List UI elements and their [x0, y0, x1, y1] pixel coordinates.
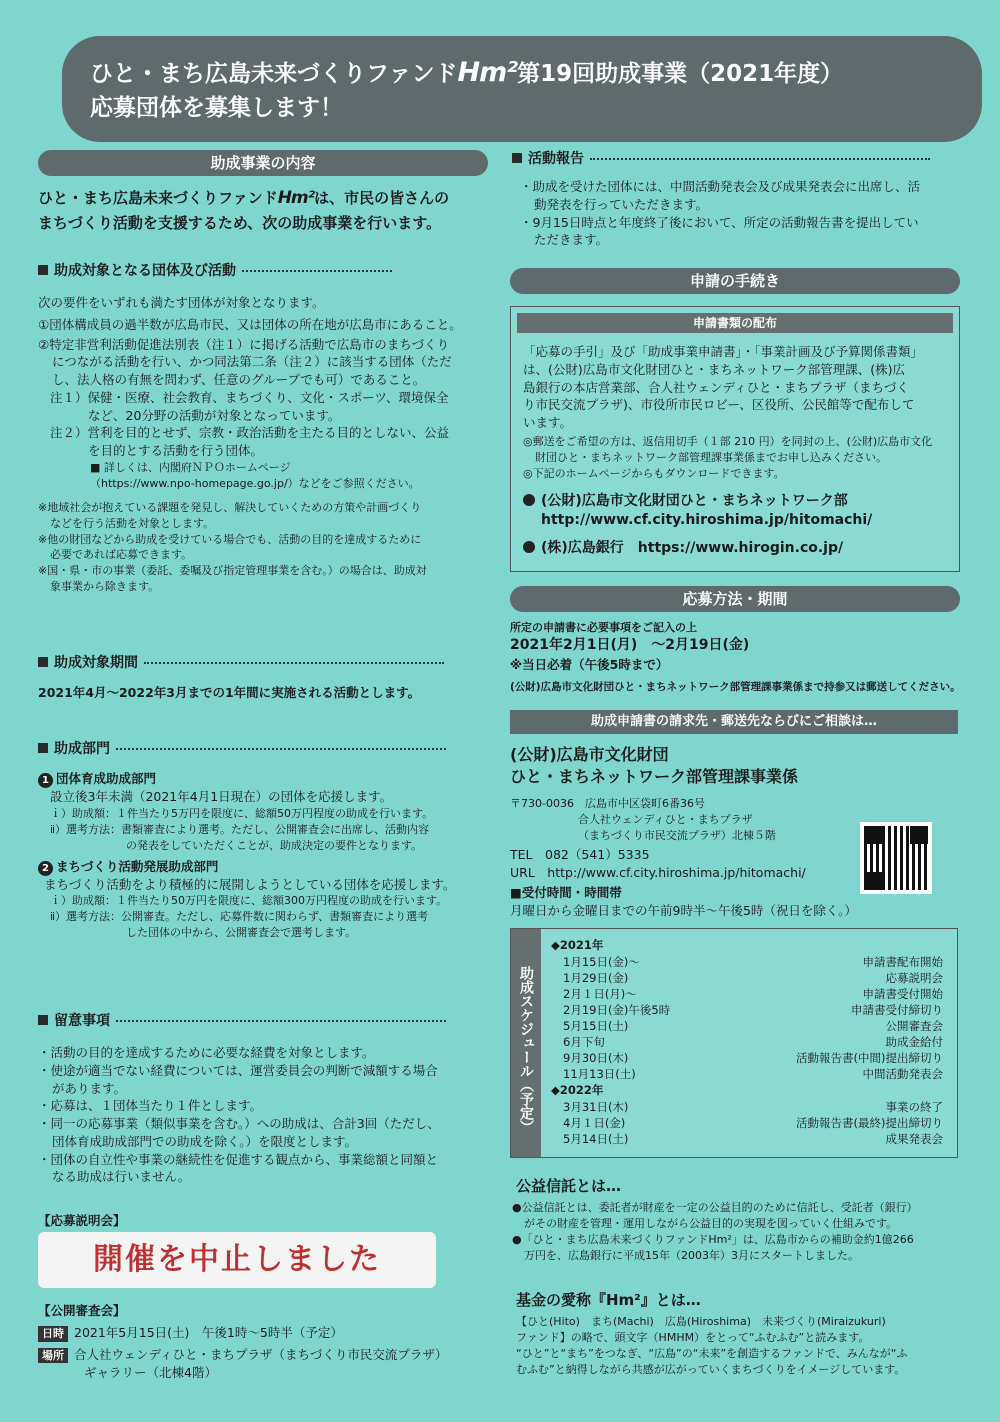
schedule-row: 1月29日(金) 応募説明会 [563, 971, 943, 985]
schedule-year-2022: ◆2022年 [551, 1083, 604, 1097]
dept2-title: 2 まちづくり活動発展助成部門 [38, 858, 498, 876]
distribution-title: 申請書類の配布 [517, 313, 953, 333]
review-body [38, 1324, 498, 1381]
review-heading: 【公開審査会】 [38, 1303, 126, 1318]
banner-title-edition: 第19回助成事業（2021年度） [517, 61, 844, 87]
org2-line: (株)広島銀行 https://www.hirogin.co.jp/ [523, 539, 953, 559]
review-place-2: ギャラリー（北棟4階） [84, 1364, 217, 1380]
schedule-row: 3月31日(木) 事業の終了 [563, 1100, 943, 1114]
schedule-row: 9月30日(木) 活動報告書(中間)提出締切り [563, 1051, 943, 1065]
notes-body: ・活動の目的を達成するために必要な経費を対象とします。 ・使途が適当でない経費については、運営委員会の判断で減額する場合 があります。 ・応募は、１団体当たり１件とします。 ・同一の応募事業（類似事業を含む。）への助成は、合計3回（ただし、 団体育成助成部門での助成を除く。）を限度とします。 ・団体の自立性や事業の継続性を促進する観点から、事業総額と同額と なる助成は行いません。 [38, 1045, 440, 1185]
apply-section-header: 申請の手続き [510, 268, 960, 294]
org1-line: (公財)広島市文化財団ひと・まちネットワーク部 [523, 492, 953, 512]
contact-section-header: 助成申請書の請求先・郵送先ならびにご相談は… [510, 710, 958, 734]
schedule-label: 助成スケジュール（予定） [511, 929, 541, 1157]
cancelled-notice: 開催を中止しました [38, 1232, 436, 1288]
lead-text: ひと・まち広島未来づくりファンド [38, 189, 278, 207]
lead-text-2: は、市民の皆さんの [314, 189, 450, 207]
schedule-row: 2月19日(金)午後5時 申請書受付締切り [563, 1003, 943, 1017]
report-heading: 活動報告 [512, 150, 930, 170]
hours-text: 月曜日から金曜日までの午前9時半～午後5時（祝日を除く。） [510, 903, 857, 918]
nickname-body: 【ひと(Hito) まち(Machi) 広島(Hiroshima) 未来づくり(Miraizukuri) ファンド】の略で、頭文字（HMHM）をとって“ふむふむ”と読みます。 “ひと”と“まち”をつなぎ、“広島”の“未来”を創造するファンドで、みんなが“ふ むふむ”と納得しながら共感が広がっていくまちづくりをイメージしています。 [516, 1315, 908, 1376]
schedule-row: 4月１日(金) 活動報告書(最終)提出締切り [563, 1116, 943, 1130]
contact-url[interactable]: URL http://www.cf.city.hiroshima.jp/hitomachi/ [510, 864, 806, 880]
hours-heading: ■受付時間・時間帯 [510, 885, 622, 900]
schedule-row: 2月１日(月)～ 申請書受付開始 [563, 987, 943, 1001]
target-body: 次の要件をいずれも満たす団体が対象となります。 ①団体構成員の過半数が広島市民、又は団体の所在地が広島市にあること。 ②特定非営利活動促進法別表（注１）に掲げる活動で広島市のまちづくり につながる活動を行い、かつ同法第二条（注２）に該当する団体（ただ し、法人格の有無を問わず、任意のグループでも可）であること。 注１）保健・医療、社会教育、まちづくり、文化・スポーツ、環境保全 など、20分野の活動が対象となっています。 注２）営利を目的とせず、宗教・政治活動を主たる目的としない、公益 を目的とする活動を行う団体。 ■ 詳しくは、内閣府ＮＰＯホームページ （https://www.npo-homepage.go.jp/）などをご参照ください。 ※地域社会が抱えている課題を発見し、解決していくための方策や計画づくり などを行う活動を対象とします。 ※他の財団などから助成を受けている場合でも、活動の目的を達成するために 必要であれば応募できます。 ※国・県・市の事業（委託、委嘱及び指定管理事業を含む。）の場合は、助成対 象事業から除きます。 [38, 295, 462, 594]
nickname-heading: 基金の愛称『Hm²』とは… [516, 1291, 701, 1309]
banner-title [90, 54, 958, 92]
dept-body: 1 団体育成助成部門 設立後3年未満（2021年4月1日現在）の団体を応援します。 ｉ）助成額：１件当たり5万円を限度に、総額50万円程度の助成を行います。 ⅱ）選考方法：書類審査により選考。ただし、公開審査会に出席し、活動内容 の発表をしていただくことが、助成決定の要件となります。 2 まちづくり活動発展助成部門 まちづくり活動をより積極的に展開しようとしている団体を応援します。 ｉ）助成額：１件当たり50万円を限度に、総額300万円程度の助成を行います。 ⅱ）選考方法：公開審査。ただし、応募件数に関わらず、書類審査により選考 した団体の中から、公開審査会で選考します。 [38, 770, 498, 941]
report-body: ・助成を受けた団体には、中間活動発表会及び成果発表会に出席し、活 動発表を行っていただきます。 ・9月15日時点と年度終了後において、所定の活動報告書を提出してい ただきます。 [520, 179, 921, 248]
hm-logo: Hm² [457, 57, 518, 88]
dept-heading: 助成部門 [38, 740, 446, 760]
distribution-box: 申請書類の配布 「応募の手引」及び「助成事業申請書」・「事業計画及び予算関係書類」 は、(公財)広島市文化財団ひと・まちネットワーク部管理課、(株)広 島銀行の本店営業部、合人社ウェンディひと・まちプラザ（まちづく り市民交流プラザ)、市役所市民ロビー、区役所、公民館等で配布して います。 ◎郵送をご希望の方は、返信用切手（１部 210 円）を同封の上、(公財)広島市文化 財団ひと・まちネットワーク部管理課事業係までお申し込みください。 ◎下記のホームページからもダウンロードできます。 (公財)広島市文化財団ひと・まちネットワーク部 http://www.cf.city.hiroshima.jp/hitomachi/ (株)広島銀行 https://www.hirogin.co.jp/ [510, 306, 960, 572]
date-tag: 日時 [38, 1326, 68, 1342]
briefing-heading: 【応募説明会】 [38, 1213, 126, 1228]
schedule-row: 5月15日(土) 公開審査会 [563, 1019, 943, 1033]
method-section-header: 応募方法・期間 [510, 586, 960, 612]
org2-link[interactable]: https://www.hirogin.co.jp/ [637, 540, 844, 557]
schedule-row: 11月13日(土) 中間活動発表会 [563, 1067, 943, 1081]
contact-address: 〒730-0036 広島市中区袋町6番36号 合人社ウェンディひと・まちプラザ （まちづくり市民交流プラザ）北棟５階 TEL 082（541）5335 URL http://www.cf.city.hiroshima.jp/hitomachi/ [510, 796, 870, 881]
method-body: 所定の申請書に必要事項をご記入の上 2021年2月1日(月) ～2月19日(金) ※当日必着（午後5時まで） (公財)広島市文化財団ひと・まちネットワーク部管理課事業係まで持参又は郵送してください。 [510, 621, 961, 693]
period-heading: 助成対象期間 [38, 654, 444, 674]
content-section-header: 助成事業の内容 [38, 150, 488, 176]
banner-title-text: ひと・まち広島未来づくりファンド [90, 61, 458, 87]
contact-org: (公財)広島市文化財団 ひと・まちネットワーク部管理課事業係 [510, 745, 799, 786]
org1-link[interactable]: http://www.cf.city.hiroshima.jp/hitomachi/ [541, 512, 873, 529]
dept1-title: 1 団体育成助成部門 [38, 770, 498, 788]
review-date: 2021年5月15日(土) 午後1時～5時半（予定） [74, 1325, 343, 1340]
schedule-row: 6月下旬 助成金給付 [563, 1035, 943, 1049]
qr-code-icon [860, 822, 932, 894]
schedule-row: 5月14日(土) 成果発表会 [563, 1132, 943, 1146]
header-banner [62, 36, 982, 142]
trust-body: ●公益信託とは、委託者が財産を一定の公益目的のために信託し、受託者（銀行） がその財産を管理・運用しながら公益目的の実現を図っていく仕組みです。 ●「ひと・まち広島未来づくりファンドHm²」は、広島市からの補助金約1億266 万円を、広島銀行に平成15年（2003年）3月にスタートしました。 [512, 1201, 918, 1262]
schedule-row: 1月15日(金)～ 申請書配布開始 [563, 955, 943, 969]
notes-heading: 留意事項 [38, 1012, 446, 1032]
lead-text-3: まちづくり活動を支援するため、次の助成事業を行います。 [38, 213, 442, 232]
hm-logo-small: Hm² [277, 188, 315, 208]
review-place: 合人社ウェンディひと・まちプラザ（まちづくり市民交流プラザ） [74, 1346, 448, 1362]
target-heading: 助成対象となる団体及び活動 [38, 262, 392, 282]
schedule-year-2021: ◆2021年 [551, 938, 604, 952]
period-text: 2021年4月～2022年3月までの1年間に実施される活動とします。 [38, 685, 421, 700]
banner-subtitle: 応募団体を募集します！ [90, 94, 343, 121]
content-lead [38, 186, 498, 234]
place-tag: 場所 [38, 1348, 68, 1364]
trust-heading: 公益信託とは… [516, 1177, 622, 1195]
schedule-box [510, 928, 958, 1158]
